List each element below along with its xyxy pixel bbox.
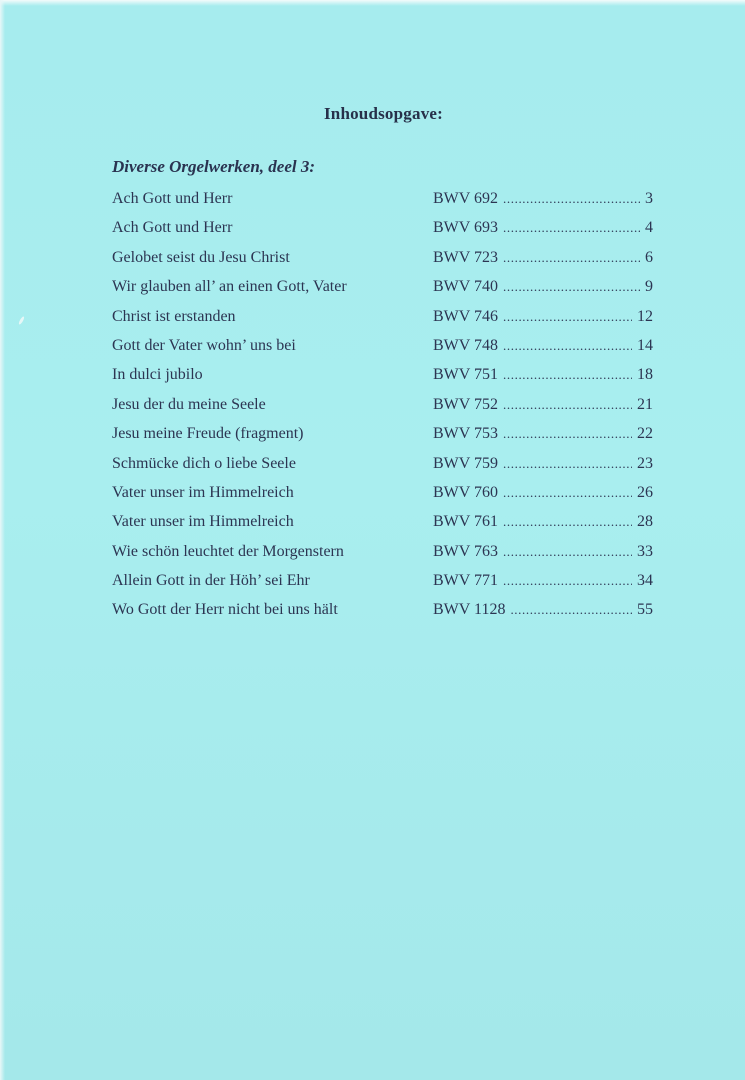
toc-entry-title: Vater unser im Himmelreich [112,513,294,531]
toc-entry-bwv: BWV 740 [433,278,499,296]
toc-entry-page: 22 [637,425,653,443]
toc-entry-page: 23 [637,454,653,472]
toc-entry-bwv: BWV 760 [433,483,499,501]
toc-entry-reference [433,243,653,272]
paper-speck [18,316,25,325]
toc-entry-bwv: BWV 771 [433,572,499,590]
dot-leader [503,331,632,360]
toc-entry [112,331,657,360]
dot-leader [503,390,632,419]
toc-entry-bwv: BWV 761 [433,513,499,531]
dot-leader [503,566,632,595]
toc-entry [112,419,657,448]
dot-leader [503,507,632,536]
toc-entry-bwv: BWV 723 [433,248,499,266]
page-title: Inhoudsopgave: [323,104,443,123]
toc-entry-bwv: BWV 692 [433,190,499,207]
section-title: Diverse Orgelwerken, deel 3: [112,157,316,176]
toc-entry-title: Wie schön leuchtet der Morgenstern [112,542,344,560]
toc-entry-bwv: BWV 748 [433,336,499,354]
toc-entry-page: 4 [645,219,653,237]
dot-leader [503,243,640,272]
paper-top-edge [0,0,745,6]
toc-entry-title: Christ ist erstanden [112,307,236,325]
toc-entry [112,595,657,624]
dot-leader [503,184,640,213]
toc-entry-title: Allein Gott in der Höh’ sei Ehr [112,572,310,590]
toc-entry [112,507,657,536]
toc-entry-reference [433,537,653,566]
toc-entry-page: 33 [637,542,653,560]
toc-entry-title: Vater unser im Himmelreich [112,483,294,501]
toc-entry-title: Schmücke dich o liebe Seele [112,454,296,472]
table-of-contents [112,184,657,625]
toc-entry-bwv: BWV 753 [433,425,499,443]
toc-entry-page: 55 [637,601,653,619]
dot-leader [503,419,632,448]
dot-leader [503,449,632,478]
toc-entry-bwv: BWV 763 [433,542,499,560]
toc-entry [112,449,657,478]
toc-entry-bwv: BWV 693 [433,219,499,237]
paper-left-edge [0,0,5,1080]
toc-entry-page: 9 [645,278,653,296]
toc-entry-bwv: BWV 1128 [433,601,506,619]
toc-entry-bwv: BWV 746 [433,307,499,325]
toc-entry-reference [433,184,653,213]
dot-leader [503,302,632,331]
toc-entry [112,302,657,331]
toc-entry-title: Ach Gott und Herr [112,190,233,207]
toc-entry-page: 18 [637,366,653,384]
toc-entry-reference [433,449,653,478]
toc-entry-title: Gelobet seist du Jesu Christ [112,248,290,266]
toc-entry [112,566,657,595]
toc-entry [112,272,657,301]
toc-entry-reference [433,595,653,624]
dot-leader [503,478,632,507]
toc-entry-page: 34 [637,572,653,590]
toc-entry [112,243,657,272]
toc-entry-page: 6 [645,248,653,266]
toc-entry-reference [433,272,653,301]
toc-entry-page: 14 [637,336,653,354]
toc-entry-reference [433,302,653,331]
toc-entry-reference [433,360,653,389]
toc-entry-bwv: BWV 752 [433,395,499,413]
toc-entry-reference [433,419,653,448]
toc-entry [112,213,657,242]
toc-entry-page: 28 [637,513,653,531]
toc-entry-bwv: BWV 759 [433,454,499,472]
toc-entry-title: Jesu der du meine Seele [112,395,266,413]
toc-entry [112,478,657,507]
toc-entry-page: 12 [637,307,653,325]
toc-entry-title: In dulci jubilo [112,366,203,384]
toc-entry-bwv: BWV 751 [433,366,499,384]
toc-entry-title: Jesu meine Freude (fragment) [112,425,304,443]
toc-entry [112,537,657,566]
dot-leader [503,213,640,242]
toc-entry-page: 26 [637,483,653,501]
toc-entry-reference [433,331,653,360]
toc-entry [112,360,657,389]
dot-leader [503,537,632,566]
toc-entry-reference [433,507,653,536]
toc-entry [112,184,657,213]
toc-entry-reference [433,566,653,595]
toc-entry-title: Wo Gott der Herr nicht bei uns hält [112,601,338,619]
toc-entry-page: 21 [637,395,653,413]
toc-entry-title: Ach Gott und Herr [112,219,233,237]
toc-entry-title: Wir glauben all’ an einen Gott, Vater [112,278,347,296]
toc-entry-reference [433,213,653,242]
toc-entry-title: Gott der Vater wohn’ uns bei [112,336,296,354]
dot-leader [510,595,632,624]
toc-entry-reference [433,390,653,419]
dot-leader [503,272,640,301]
toc-entry-page: 3 [645,190,653,207]
toc-entry-reference [433,478,653,507]
dot-leader [503,360,632,389]
toc-entry [112,390,657,419]
